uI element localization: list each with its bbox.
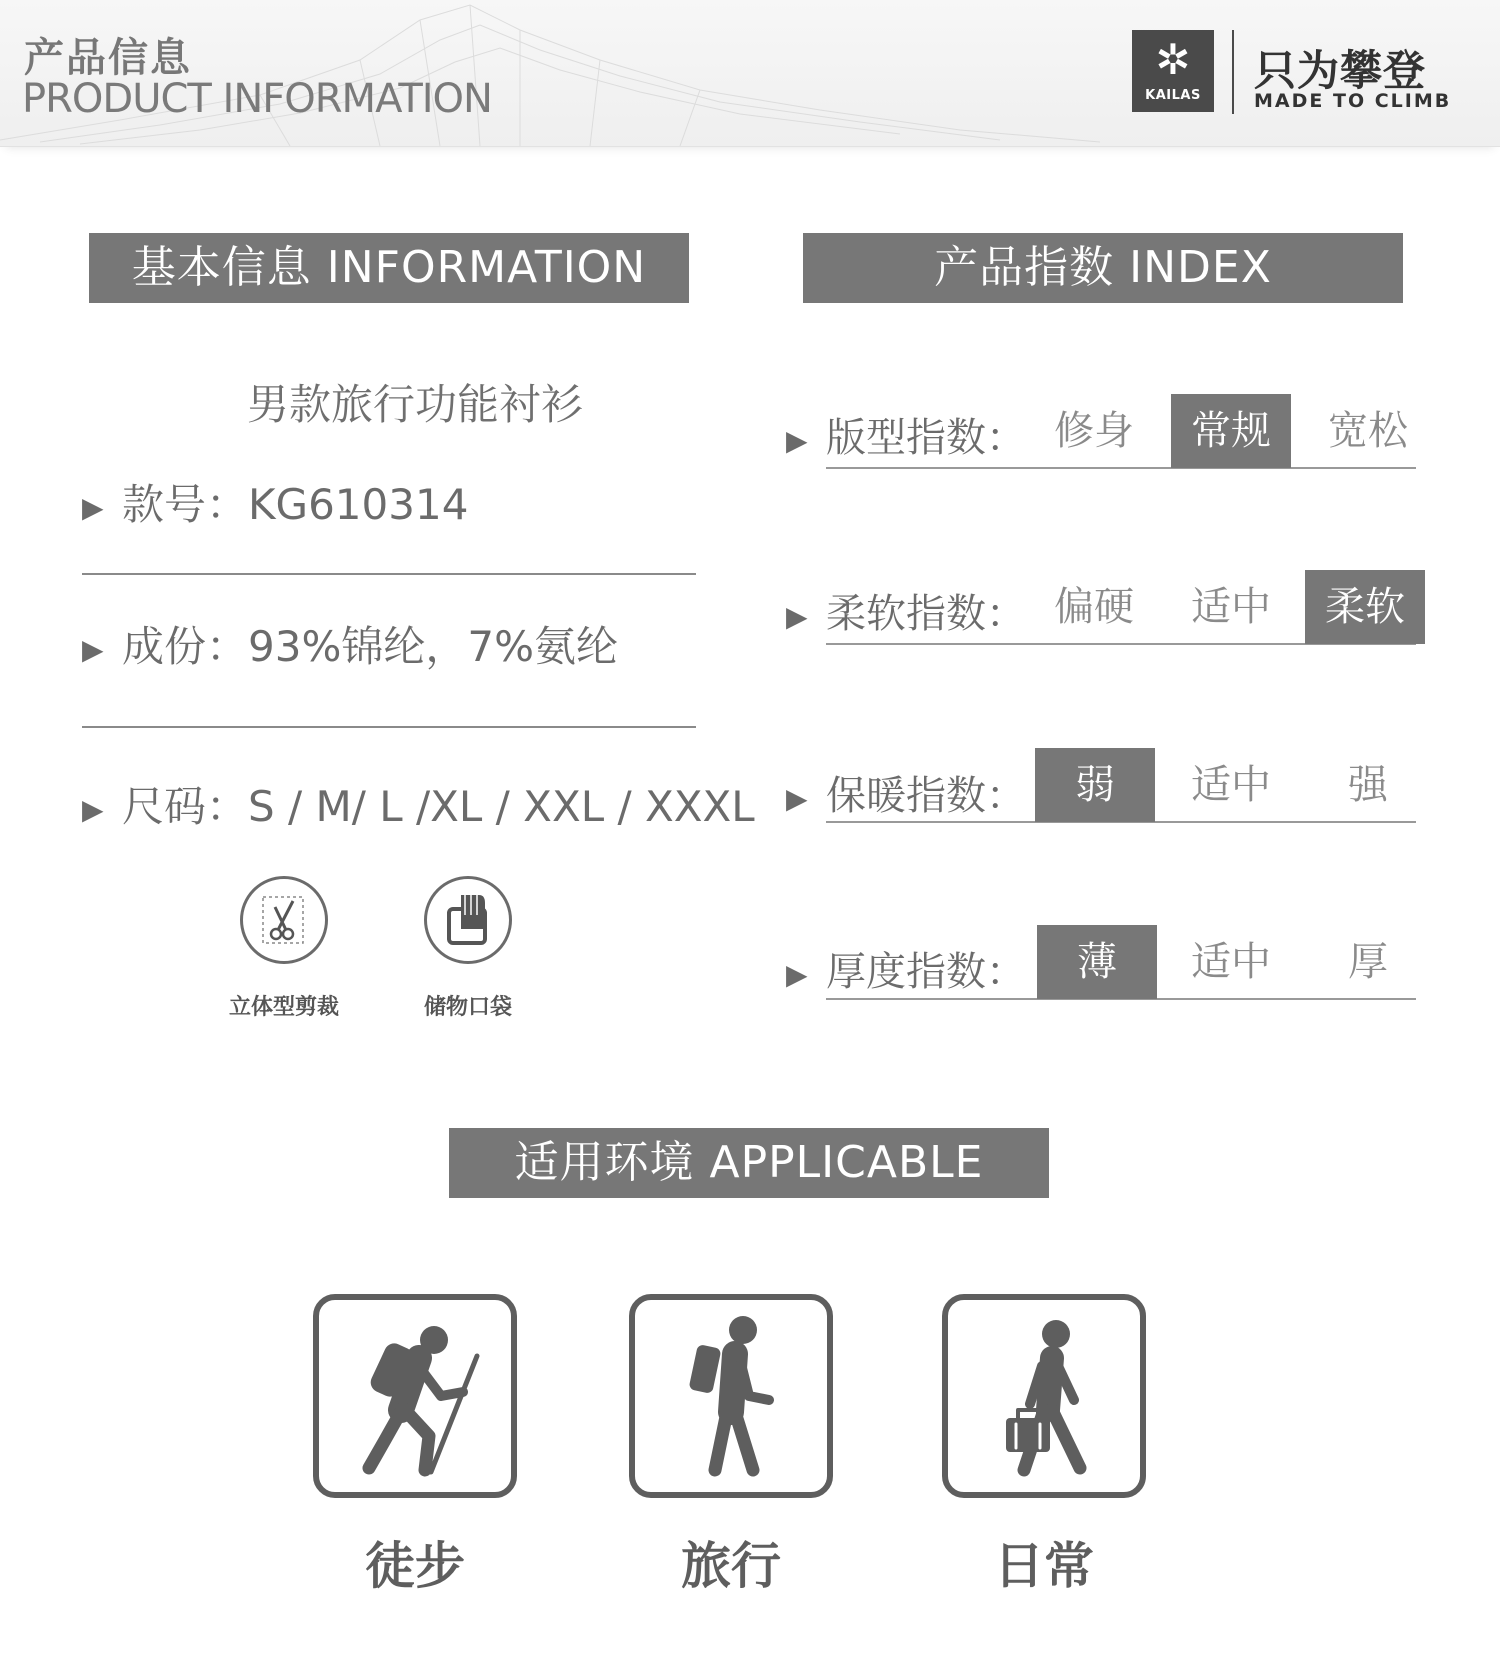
scissors-icon (240, 876, 328, 964)
index-option-medium: 适中 (1191, 762, 1271, 808)
header-title-en: PRODUCT INFORMATION (22, 76, 492, 122)
section-title-index: 产品指数 INDEX (803, 233, 1403, 303)
index-option-strong: 强 (1348, 762, 1388, 808)
composition-row (82, 614, 618, 674)
applicable-label-hiking: 徒步 (365, 1537, 465, 1595)
model-row (82, 472, 468, 532)
index-option-thin: 薄 (1037, 925, 1157, 999)
header-title-cn: 产品信息 (24, 35, 192, 81)
index-option-medium: 适中 (1191, 939, 1271, 985)
index-label-fit: ▶ 版型指数： (786, 415, 1026, 461)
triangle-right-icon: ▶ (82, 491, 104, 524)
slogan-cn: 只为攀登 (1254, 46, 1427, 95)
index-option-regular: 常规 (1171, 394, 1291, 468)
index-option-loose: 宽松 (1328, 408, 1408, 454)
index-option-medium: 适中 (1191, 584, 1271, 630)
sizes-row (82, 774, 755, 834)
triangle-right-icon: ▶ (786, 957, 808, 991)
sun-icon: ✲ (1155, 35, 1191, 84)
pocket-icon (424, 876, 512, 964)
model-text: 款号：KG610314 (122, 480, 469, 529)
index-label-thickness: ▶ 厚度指数： (786, 949, 1026, 995)
index-option-weak: 弱 (1035, 748, 1155, 822)
divider (82, 573, 696, 575)
brand-logo (1132, 30, 1214, 112)
index-option-slim: 修身 (1054, 408, 1134, 454)
triangle-right-icon: ▶ (786, 599, 808, 633)
logo-divider (1232, 30, 1234, 114)
section-title-information: 基本信息 INFORMATION (89, 233, 689, 303)
applicable-label-daily: 日常 (994, 1537, 1094, 1595)
triangle-right-icon: ▶ (82, 793, 104, 826)
triangle-right-icon: ▶ (786, 423, 808, 457)
slogan-en: MADE TO CLIMB (1254, 90, 1452, 112)
section-title-applicable: 适用环境 APPLICABLE (449, 1128, 1049, 1198)
divider (82, 726, 696, 728)
sizes-text: 尺码：S / M/ L /XL / XXL / XXXL (122, 782, 755, 831)
composition-text: 成份：93%锦纶，7%氨纶 (122, 622, 618, 671)
index-label-softness: ▶ 柔软指数： (786, 591, 1026, 637)
applicable-label-travel: 旅行 (681, 1537, 781, 1595)
product-name: 男款旅行功能衬衫 (246, 380, 583, 429)
index-option-stiff: 偏硬 (1054, 584, 1134, 630)
index-option-soft: 柔软 (1305, 570, 1425, 644)
feature-label-3d-cut: 立体型剪裁 (228, 995, 339, 1020)
feature-label-pocket: 储物口袋 (423, 995, 512, 1020)
index-option-thick: 厚 (1348, 939, 1388, 985)
header-banner (0, 0, 1500, 147)
triangle-right-icon: ▶ (786, 781, 808, 815)
travel-icon (629, 1294, 833, 1498)
hiking-icon (313, 1294, 517, 1498)
triangle-right-icon: ▶ (82, 633, 104, 666)
index-label-warmth: ▶ 保暖指数： (786, 773, 1026, 819)
daily-commute-icon (942, 1294, 1146, 1498)
brand-name: KAILAS (1145, 88, 1201, 103)
